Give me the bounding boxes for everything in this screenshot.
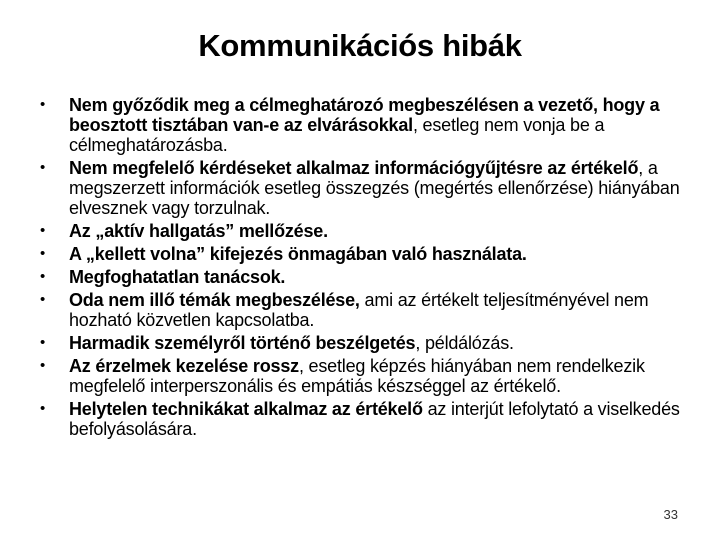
bullet-list — [40, 95, 690, 442]
page-number: 33 — [663, 507, 678, 522]
bullet-bold-text: Megfoghatatlan tanácsok. — [69, 267, 286, 287]
bullet-text: az interjút lefolytató a viselkedés befolyásolására. — [69, 399, 680, 439]
bullet-text: , a megszerzett információk esetleg összegzés (megértés ellenőrzése) hiányában elvesznek vagy torzulnak. — [69, 158, 680, 218]
bullet-dot-icon: • — [40, 291, 46, 308]
bullet-dot-icon: • — [40, 222, 46, 239]
bullet-dot-icon: • — [40, 268, 46, 285]
bullet-dot-icon: • — [40, 159, 46, 176]
bullet-text: , esetleg nem vonja be a célmeghatározásba. — [69, 115, 605, 155]
bullet-item — [40, 244, 690, 264]
bullet-bold-text: Nem győződik meg a célmeghatározó megbeszélésen a vezető, hogy a beosztott tisztában van-e az elvárásokkal — [69, 95, 660, 135]
bullet-dot-icon: • — [40, 96, 46, 113]
bullet-bold-text: Helytelen technikákat alkalmaz az értékelő — [69, 399, 423, 419]
bullet-text: , esetleg képzés hiányában nem rendelkezik megfelelő interperszonális és empátiás készséggel az értékelő. — [69, 356, 645, 396]
bullet-item — [40, 158, 690, 218]
bullet-bold-text: Oda nem illő témák megbeszélése, — [69, 290, 360, 310]
bullet-item — [40, 356, 690, 396]
bullet-bold-text: Az érzelmek kezelése rossz — [69, 356, 299, 376]
bullet-bold-text: Az „aktív hallgatás” mellőzése. — [69, 221, 328, 241]
bullet-dot-icon: • — [40, 245, 46, 262]
bullet-dot-icon: • — [40, 357, 46, 374]
bullet-text: ami az értékelt teljesítményével nem hozható közvetlen kapcsolatba. — [69, 290, 649, 330]
bullet-bold-text: Nem megfelelő kérdéseket alkalmaz információgyűjtésre az értékelő — [69, 158, 639, 178]
bullet-item — [40, 267, 690, 287]
bullet-dot-icon: • — [40, 400, 46, 417]
bullet-item — [40, 221, 690, 241]
bullet-bold-text: Harmadik személyről történő beszélgetés — [69, 333, 416, 353]
bullet-item — [40, 333, 690, 353]
bullet-dot-icon: • — [40, 334, 46, 351]
bullet-item — [40, 290, 690, 330]
slide-title: Kommunikációs hibák — [198, 28, 522, 63]
bullet-text: , példálózás. — [415, 333, 514, 353]
bullet-item — [40, 95, 690, 155]
bullet-bold-text: A „kellett volna” kifejezés önmagában való használata. — [69, 244, 527, 264]
bullet-item — [40, 399, 690, 439]
